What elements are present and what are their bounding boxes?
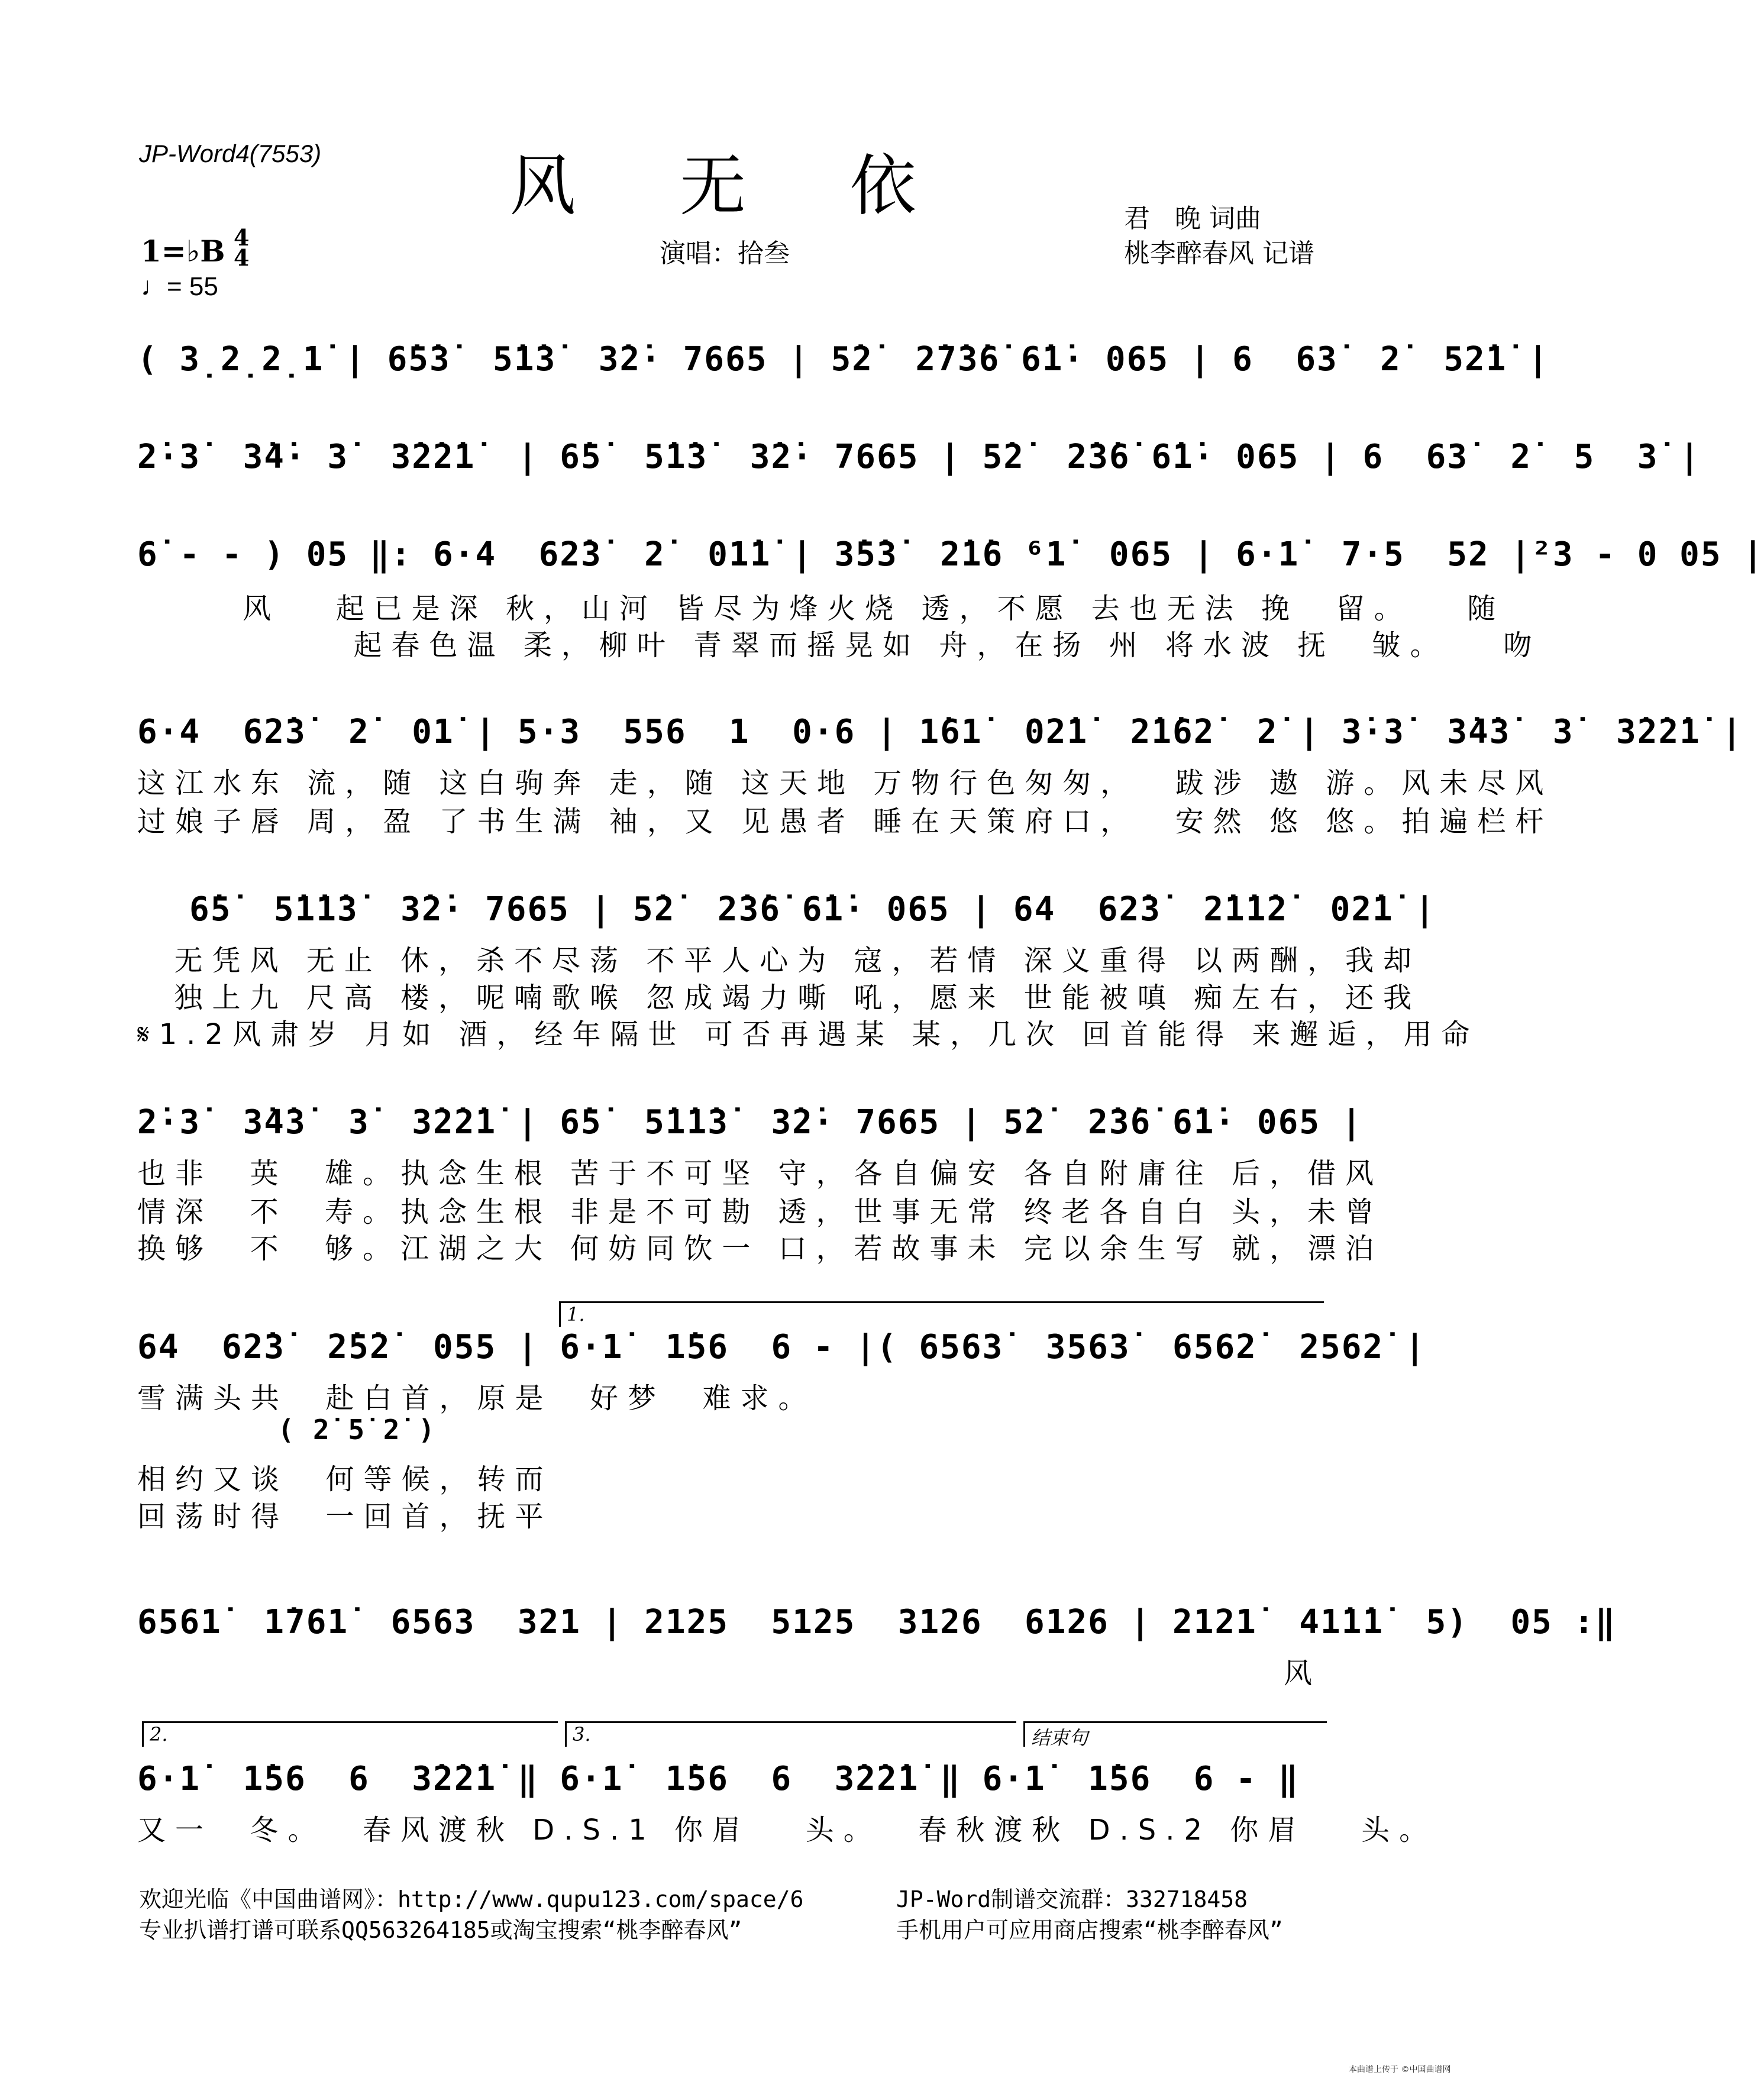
system-3-lyric-1: 风 起已是深 秋，山河 皆尽为烽火烧 透，不愿 去也无法 挽 留。 随 <box>243 592 1505 625</box>
footer-contact: 专业扒谱打谱可联系QQ563264185或淘宝搜索“桃李醉春风” <box>139 1917 742 1943</box>
composer-credit: 君 晚 词曲 <box>1124 203 1261 234</box>
system-4-lyric-2: 过娘子唇 周，盈 了书生满 袖，又 见愚者 睡在天策府口， 安然 悠 悠。拍遍栏杆 <box>137 805 1553 838</box>
system-7-lyric-3: 回荡时得 一回首，抚平 <box>137 1500 553 1533</box>
system-5-notation: 6̇5̇ 5̇1̇1̇3̇ 3̇2̇· 7665 | 5̇2̇ 2̇3̇6̇ 6̇1̇· 065 | 64 62̇3̇ 2̇1̇1̇2̇ 02̇1̇ | <box>189 890 1436 929</box>
footer-group: JP-Word制谱交流群：332718458 <box>896 1886 1248 1912</box>
system-7-notation: 64 62̇3̇ 2̇5̇2̇ 055 | 6·1̇ 1̇56 6 - |( 6563̇ 3563̇ 6562̇ 2562̇ | <box>137 1328 1426 1366</box>
system-1-notation: ( 3̣2̣2̣1̇ | 6̇5̇3̇ 5̇1̇3̇ 3̇2̇· 7665 | 5̇2̇ 2̇7̇3̇6̇ 6̇1̇· 065 | 6 63̇ 2̇ 52̇1̇ | <box>137 340 1549 379</box>
system-7-lyric-2: 相约又谈 何等候，转而 <box>137 1463 553 1496</box>
volta-1-bracket: 1. <box>559 1301 1324 1327</box>
tempo-marking: ♩= 55 <box>141 272 218 301</box>
software-credit: JP-Word4(7553) <box>139 140 322 167</box>
system-7-lyric-1: 雪满头共 赴白首，原是 好梦 难求。 <box>137 1382 816 1415</box>
system-3-lyric-2: 起春色温 柔，柳叶 青翠而摇晃如 舟，在扬 州 将水波 抚 皱。 吻 <box>243 629 1542 662</box>
system-5-lyric-3: 𝄋1.2风肃岁 月如 酒，经年隔世 可否再遇某 某，几次 回首能得 来邂逅，用命 <box>137 1018 1479 1051</box>
page-title: 风 无 依 <box>509 148 958 225</box>
system-6-lyric-3: 换够 不 够。江湖之大 何妨同饮一 口，若故事未 完以余生写 就，漂泊 <box>137 1232 1384 1265</box>
system-3-notation: 6̇ - - ) 05 ‖: 6·4 62̇3̇ 2̇ 01̇1̇ | 3̇5̇3̇ 2̇1̇6 ⁶1̇ 065 | 6·1̇ 7·5 52 |²3 - 0 05 | <box>137 535 1764 574</box>
system-6-lyric-1: 也非 英 雄。执念生根 苦于不可坚 守，各自偏安 各自附庸往 后，借风 <box>137 1157 1384 1190</box>
system-2-notation: 2̇·3̇ 3̇4̇· 3̇ 3̇2̇2̇1̇ | 6̇5̇ 5̇1̇3̇ 3̇2̇· 7665 | 5̇2̇ 2̇3̇6̇ 6̇1̇· 065 | 6 63̇ 2̇ 5 3̇ | <box>137 438 1701 476</box>
key-signature: 1=♭B <box>141 234 225 269</box>
singer-credit: 演唱：拾叁 <box>660 238 790 269</box>
system-5-lyric-2: 独上九 尺高 楼，呢喃歌喉 忽成竭力嘶 吼，愿来 世能被嗔 痴左右，还我 <box>137 981 1421 1014</box>
upload-watermark: 本曲谱上传于 ©中国曲谱网 <box>1349 2065 1451 2074</box>
system-9-notation: 6·1̇ 1̇56 6 3̇2̇2̇1̇ ‖ 6·1̇ 1̇56 6 3̇2̇2̇1̇ ‖ 6·1̇ 1̇56 6 - ‖ <box>137 1760 1300 1798</box>
time-signature: 4 4 <box>234 224 250 271</box>
footer-app: 手机用户可应用商店搜索“桃李醉春风” <box>896 1917 1283 1943</box>
footer-website: 欢迎光临《中国曲谱网》：http://www.qupu123.com/space/6 <box>139 1886 804 1912</box>
system-6-notation: 2̇·3̇ 3̇4̇3̇ 3̇ 3̇2̇2̇1̇ | 6̇5̇ 5̇1̇1̇3̇ 3̇2̇· 7665 | 5̇2̇ 2̇3̇6̇ 6̇1̇· 065 | <box>137 1103 1363 1142</box>
system-6-lyric-2: 情深 不 寿。执念生根 非是不可勘 透，世事无常 终老各自白 头，未曾 <box>137 1195 1384 1229</box>
system-4-notation: 6·4 62̇3̇ 2̇ 01̇ | 5·3 556 1 0·6 | 1̇61̇ 02̇1̇ 2̇1̇62̇ 2̇ | 3̇·3̇ 3̇4̇3̇ 3̇ 3̇2̇2̇1̇ | <box>137 713 1743 751</box>
volta-3-bracket: 3. <box>565 1721 1016 1747</box>
system-8-notation: 6561̇ 1̇761̇ 6563 321 | 2125 5125 3126 6126 | 2121̇ 41̇1̇1̇ 5) 05 :‖ <box>137 1603 1617 1641</box>
volta-2-bracket: 2. <box>142 1721 558 1747</box>
transcriber-credit: 桃李醉春风 记谱 <box>1124 238 1314 269</box>
system-9-lyric-1: 又一 冬。 春风渡秋 D.S.1 你眉 头。 春秋渡秋 D.S.2 你眉 头。 <box>137 1814 1437 1847</box>
system-5-lyric-1: 无凭风 无止 休，杀不尽荡 不平人心为 寇，若情 深义重得 以两酬，我却 <box>137 944 1421 977</box>
coda-bracket: 结束句 <box>1023 1721 1327 1747</box>
system-4-lyric-1: 这江水东 流，随 这白驹奔 走，随 这天地 万物行色匆匆， 跋涉 遨 游。风未尽风 <box>137 767 1553 800</box>
system-8-lyric-1: 风 <box>137 1657 1322 1690</box>
system-7-alt-notes: ( 2̇ 5̇ 2̇ ) <box>137 1414 436 1446</box>
